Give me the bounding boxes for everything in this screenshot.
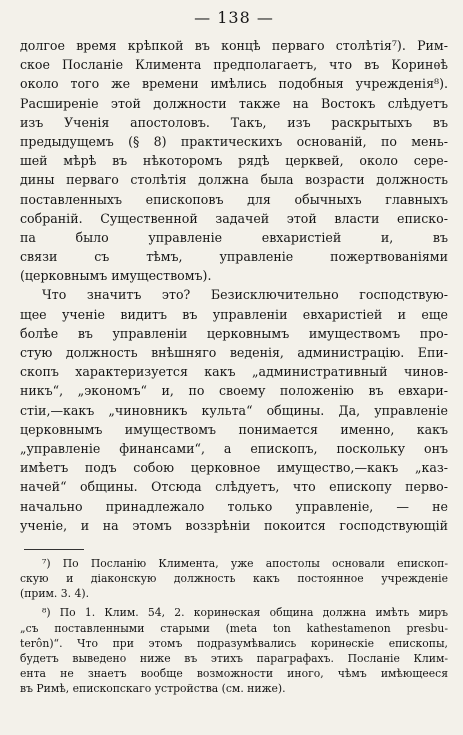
footnote-divider xyxy=(24,549,84,550)
text-line: скопъ характеризуется какъ „административный чинов- xyxy=(20,364,448,380)
footnote-7 xyxy=(20,556,448,602)
text-line: „управленіе финансами“, а епископъ, поскольку онъ xyxy=(20,440,448,456)
footnote-line: ента не знаетъ вообще возможности иного, чѣмъ имѣющееся xyxy=(20,667,448,681)
text-line: долгое время крѣпкой въ концѣ перваго столѣтія⁷). Рим- xyxy=(20,38,448,53)
footnote-8 xyxy=(20,605,448,696)
footnote-line: (прим. 3. 4). xyxy=(20,587,90,601)
paragraph-2 xyxy=(20,285,448,534)
text-line: ское Посланіе Климента предполагаетъ, что въ Коринѳѣ xyxy=(20,57,448,73)
text-line: церковнымъ имуществомъ понимается именно, какъ xyxy=(20,421,448,437)
footnote-line: будетъ выведено ниже въ этихъ параграфахъ. Посланіе Клим- xyxy=(20,652,448,665)
text-line: ученіе, и на этомъ воззрѣніи покоится господствующій xyxy=(20,517,448,533)
text-line: Что значитъ это? Безисключительно господствую- xyxy=(42,287,448,303)
text-line: поставленныхъ епископовъ для обычныхъ главныхъ xyxy=(20,191,448,207)
text-line: болѣе въ управленіи церковнымъ имуществомъ про- xyxy=(20,325,448,341)
paragraph-1 xyxy=(20,36,448,285)
text-line: стіи,—какъ „чиновникъ культа“ общины. Да, управленіе xyxy=(20,402,448,418)
footnote-line: въ Римѣ, епископскаго устройства (см. ниже). xyxy=(20,682,286,696)
text-line: шей мѣрѣ въ нѣкоторомъ рядѣ церквей, около сере- xyxy=(20,153,448,169)
footnote-line: ⁸) По 1. Клим. 54, 2. коринѳская община должна имѣть миръ xyxy=(42,606,448,620)
text-line: связи съ тѣмъ, управленіе пожертвованіями xyxy=(20,249,448,265)
footnote-line: terôn)“. Что при этомъ подразумѣвались коринѳскіе епископы, xyxy=(20,636,448,650)
text-line: никъ“, „экономъ“ и, по своему положенію въ евхари- xyxy=(20,383,448,399)
text-line: собраній. Существенной задачей этой власти еписко- xyxy=(20,210,448,226)
text-line: (церковнымъ имуществомъ). xyxy=(20,268,212,284)
footnote-line: „съ поставленными старыми (meta ton kathestamenon presbu- xyxy=(20,621,448,635)
text-line: имѣетъ подъ собою церковное имущество,—какъ „каз- xyxy=(20,460,448,476)
text-line: изъ Ученія апостоловъ. Такъ, изъ раскрытыхъ въ xyxy=(20,114,448,130)
text-line: щее ученіе видитъ въ управленіи евхаристіей и еще xyxy=(20,306,448,322)
text-line: Расширеніе этой должности также на Востокъ слѣдуетъ xyxy=(20,95,448,111)
footnote-line: скую и діаконскую должность какъ постоянное учрежденіе xyxy=(20,572,448,586)
text-line: па было управленіе евхаристіей и, въ xyxy=(20,229,448,245)
text-line: дины перваго столѣтія должна была возрасти должность xyxy=(20,172,448,188)
page-number: — 138 — xyxy=(194,8,274,27)
text-line: около того же времени имѣлись подобныя учрежденія⁸). xyxy=(20,76,448,92)
text-line: начально принадлежало только управленіе, — не xyxy=(20,498,448,514)
text-line: стую должность внѣшняго веденія, администрацію. Епи- xyxy=(20,345,448,360)
text-line: начей“ общины. Отсюда слѣдуетъ, что епископу перво- xyxy=(20,479,448,495)
text-line: предыдущемъ (§ 8) практическихъ основаній, по мень- xyxy=(20,133,448,149)
book-page xyxy=(20,4,448,697)
footnote-line: ⁷) По Посланію Климента, уже апостолы основали епископ- xyxy=(42,556,448,570)
